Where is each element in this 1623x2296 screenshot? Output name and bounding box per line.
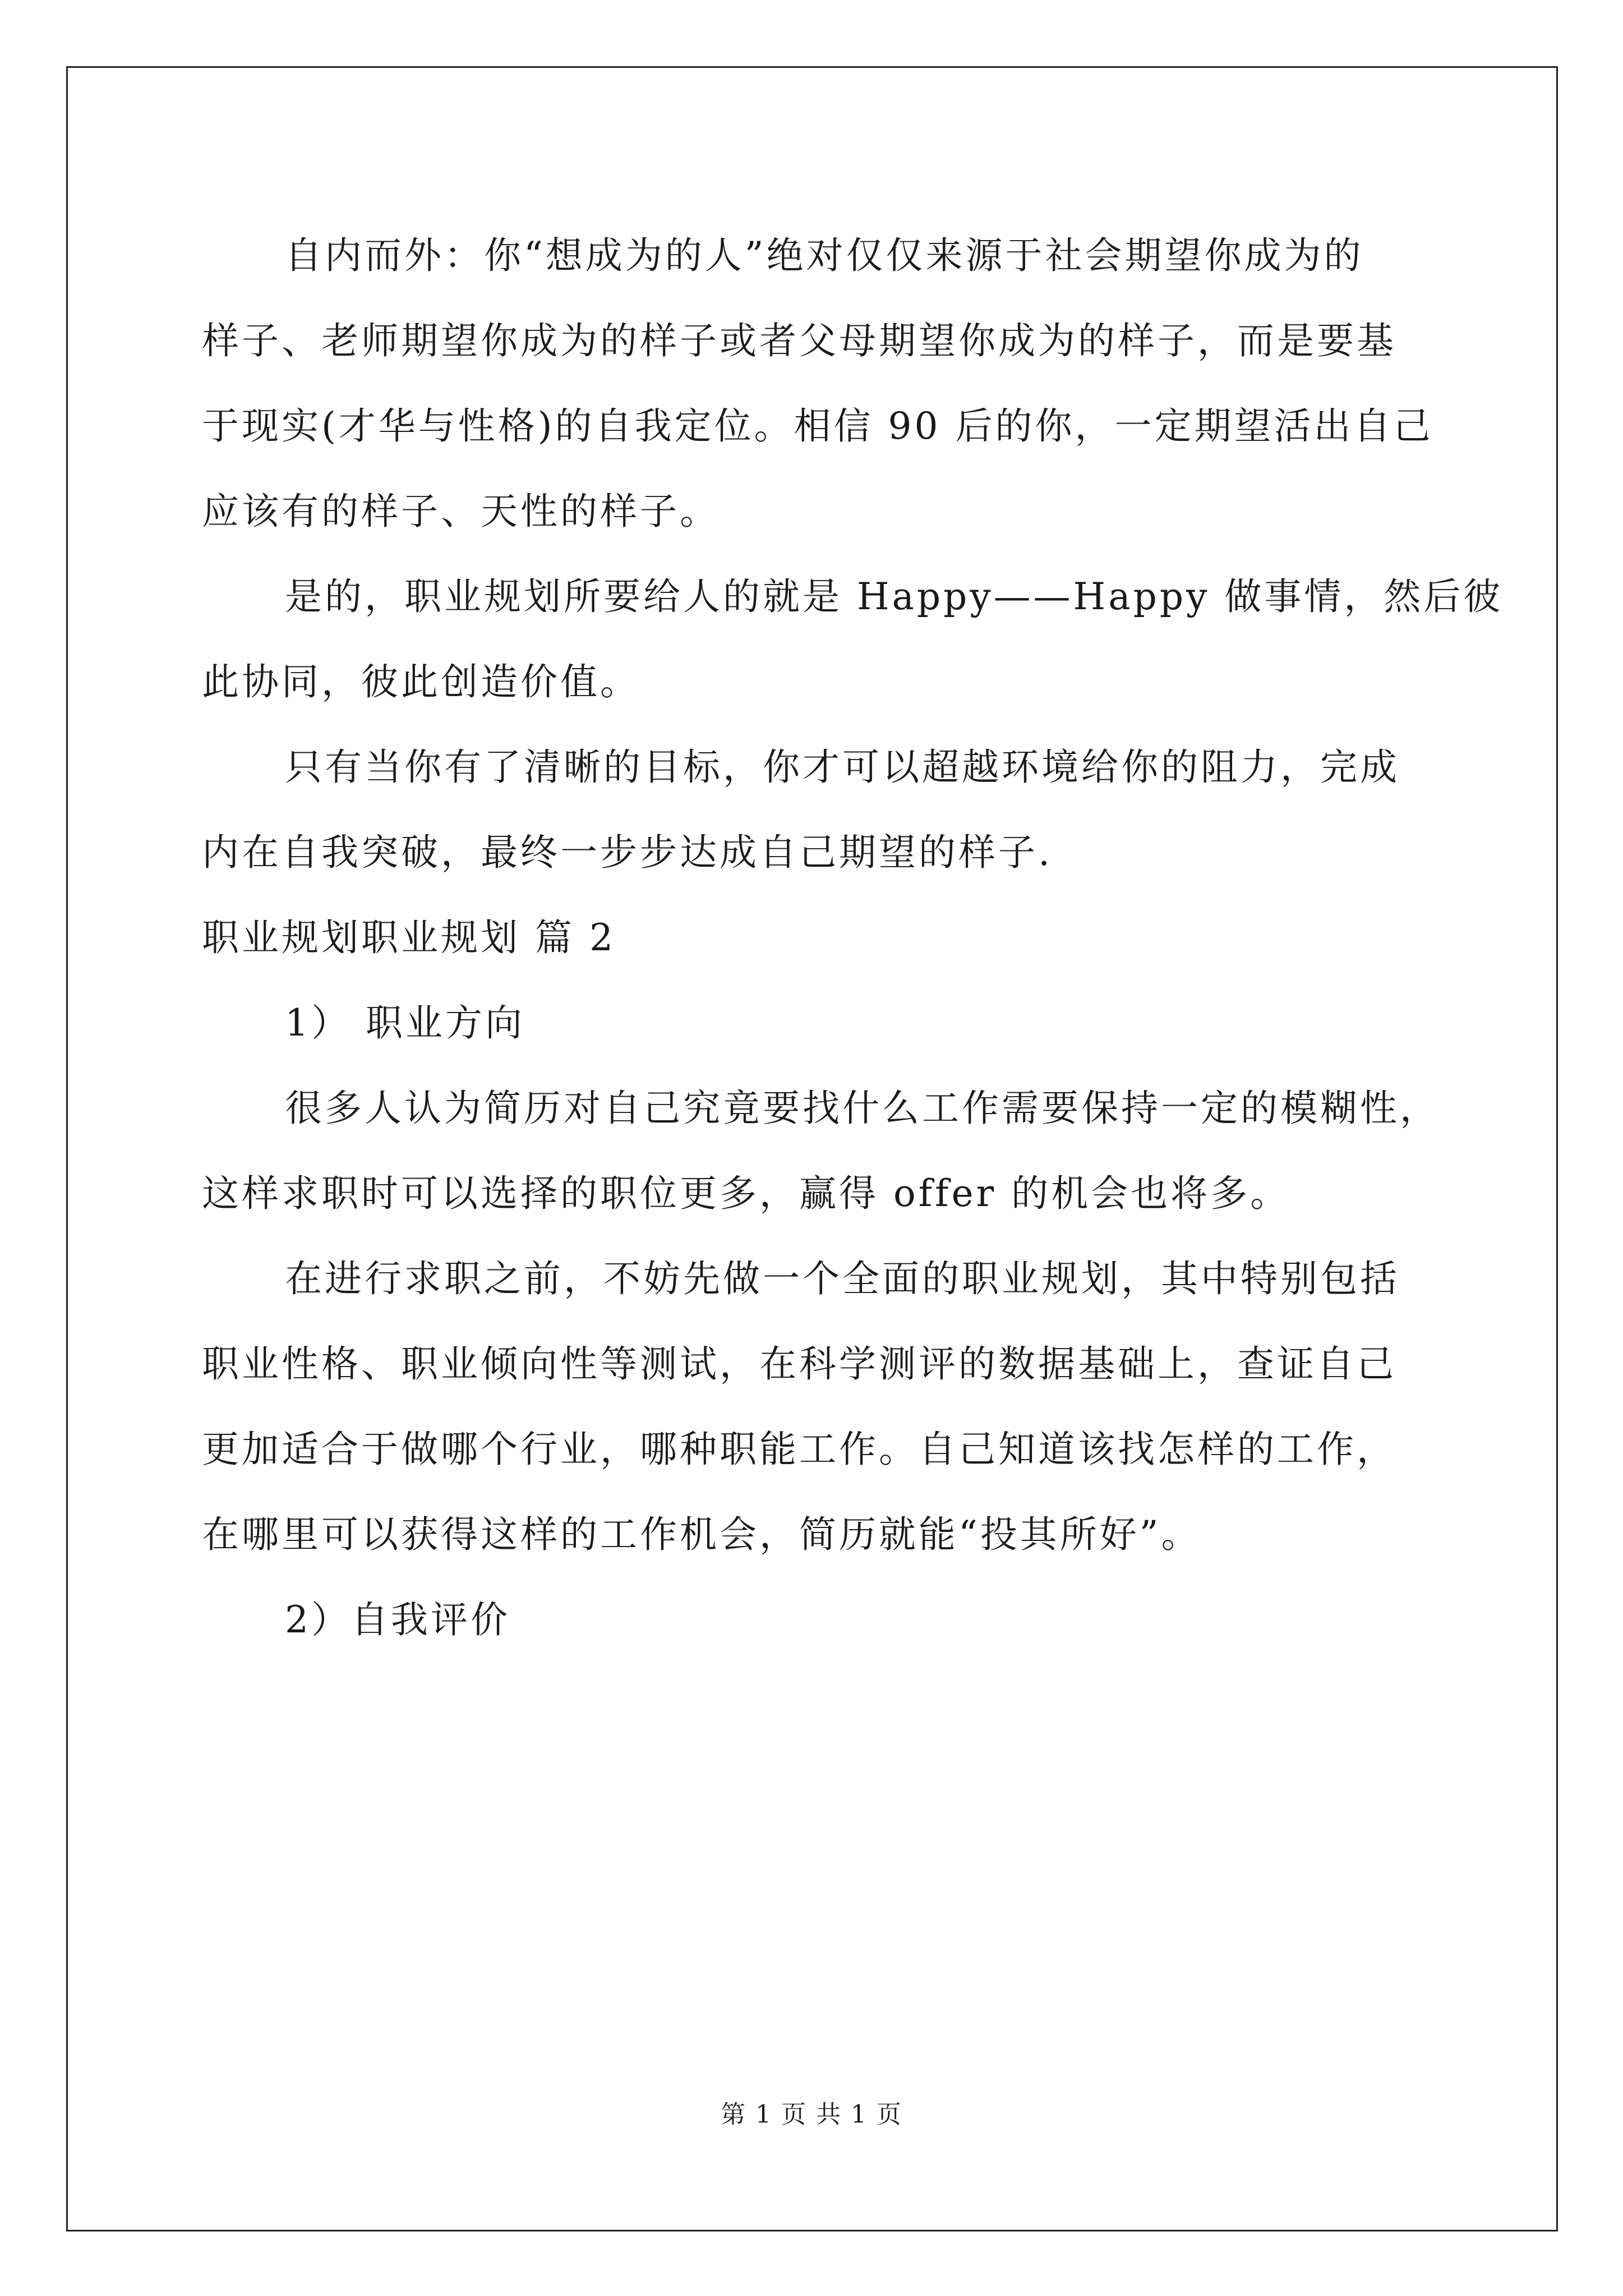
paragraph-career-planning [202, 1236, 1458, 1577]
text-line: 内在自我突破，最终一步步达成自己期望的样子. [202, 831, 1053, 874]
document-body [202, 213, 1504, 1663]
text-line: 很多人认为简历对自己究竟要找什么工作需要保持一定的模糊性， [285, 1087, 1440, 1130]
section-heading: 职业规划职业规划 篇 2 [202, 916, 616, 959]
list-item-self-evaluation: 2）自我评价 [285, 1598, 510, 1641]
text-line: 职业性格、职业倾向性等测试，在科学测评的数据基础上，查证自己 [202, 1342, 1396, 1386]
text-line: 应该有的样子、天性的样子。 [202, 490, 720, 533]
text-line: 更加适合于做哪个行业，哪种职能工作。自己知道该找怎样的工作， [202, 1428, 1396, 1471]
text-line: 是的，职业规划所要给人的就是 Happy——Happy 做事情，然后彼 [285, 575, 1504, 618]
text-line: 样子、老师期望你成为的样子或者父母期望你成为的样子，而是要基 [202, 319, 1396, 362]
list-item-career-direction: 1） 职业方向 [285, 1001, 525, 1045]
paragraph-clear-goal [202, 725, 1458, 895]
text-line: 只有当你有了清晰的目标，你才可以超越环境给你的阻力，完成 [285, 746, 1400, 789]
page-footer: 第 1 页 共 1 页 [721, 2100, 902, 2129]
text-line: 在进行求职之前，不妨先做一个全面的职业规划，其中特别包括 [285, 1257, 1400, 1300]
paragraph-self-positioning [202, 213, 1458, 554]
text-line: 此协同，彼此创造价值。 [202, 660, 640, 703]
paragraph-resume-ambiguity [202, 1066, 1458, 1236]
text-line: 这样求职时可以选择的职位更多，赢得 offer 的机会也将多。 [202, 1172, 1290, 1215]
text-line: 于现实(才华与性格)的自我定位。相信 90 后的你，一定期望活出自己 [202, 404, 1433, 448]
paragraph-happy [202, 554, 1504, 725]
text-line: 在哪里可以获得这样的工作机会，简历就能“投其所好”。 [202, 1513, 1201, 1556]
text-line: 自内而外：你“想成为的人”绝对仅仅来源于社会期望你成为的 [285, 234, 1364, 277]
